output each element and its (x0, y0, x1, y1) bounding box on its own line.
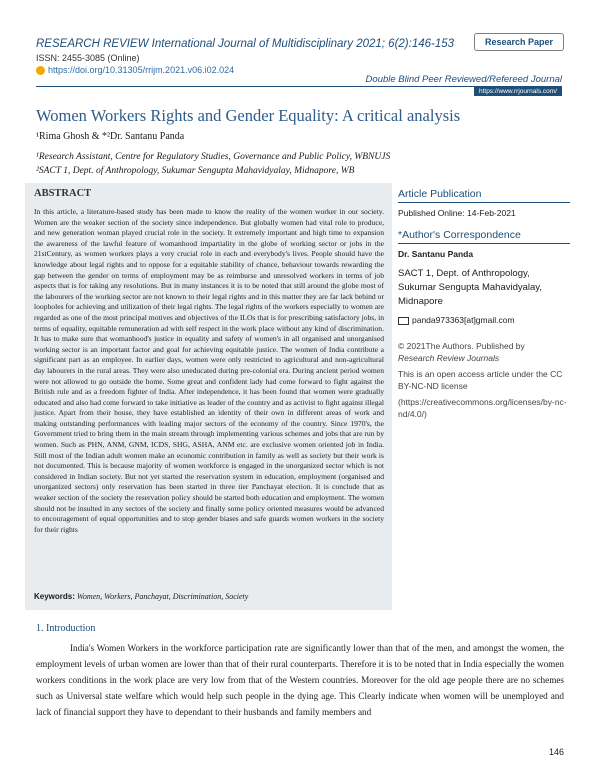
keywords (34, 592, 248, 601)
license-url[interactable]: (https://creativecommons.org/licenses/by-nc-nd/4.0/) (398, 397, 567, 419)
doi-row (36, 65, 234, 75)
copyright-block (398, 340, 568, 420)
published-online: Published Online: 14-Feb-2021 (398, 208, 516, 218)
email[interactable]: panda973363[at]gmail.com (412, 315, 515, 325)
email-row (398, 315, 568, 325)
open-access-icon (36, 66, 45, 75)
research-paper-badge: Research Paper (474, 33, 564, 51)
keywords-list: Women, Workers, Panchayat, Discrimination, Society (76, 592, 249, 601)
page-number: 146 (548, 747, 564, 757)
journal-title: RESEARCH REVIEW International Journal of Multidisciplinary 2021; 6(2):146-153 (36, 38, 455, 50)
article-title: Women Workers Rights and Gender Equality: A critical analysis (36, 106, 461, 125)
website-link[interactable]: https://www.rrjournals.com/ (474, 87, 562, 96)
affiliation-2: ²SACT 1, Dept. of Anthropology, Sukumar Sengupta Mahavidyalay, Midnapore, WB (36, 166, 355, 176)
license-text: This is an open access article under the CC BY-NC-ND license (398, 369, 563, 391)
abstract-text: In this article, a literature-based study has been made to know the reality of the women worker in our society. Women are the weaker section of the society since independence. But globally women had vital role to produce, and new generation woman played crucial role in the society. It extremely important and high time to expansion the awareness of the lawful feature of womanhood impartiality in the globe of working sector or jobs in the 21stCentury, as women workers plays a very crucial role in each and everybody's lives. People should have the knowledge about legal rights and to oppose for a equitable stability of chance, behaviour towards rewarding the gap between the gender on terms of employment may be as reimburse and unresolved workers in terms of job aspects that is for taking any resolutions. But in many instances it is to be noted that still around the globe most of the labourers of the working sector are not known to their legal rights and in this matter they are far lack behind or loopholes for achieving and utilization of their legal rights. The legal rights of the workers especially to women are regarded as one of the most principal motives and objectives of the ILOs that is for prescribing satisfactory jobs, in terms of equality, equitable remuneration ad with self respect in the work place without any kind of discrimination. It has to make sure that womanhood's justice in equality and safety of women's in all organised and unorganised working sector is an important factor and goal for achieving equitable justice. The women of India contribute a significant part as an employee. In earlier days, women were only restricted to agricultural and non-agricultural day labourers in the rural areas. They were also uneducated during pre-colonial era. During ancient period women were not allowed to go outside the home. Some great and confident lady had come forward to fight against the British rule and as a freedom fighter of India. After independence, it has been found that women were gradually educated and also had come forward to take initiative as leader of the country and as activist to fight against illegal justice. Apart from their house, they have established an identity of their own in different areas of work and making outstanding performances with leading major sectors of the economy of the country. Since 1970's, the Government tried to bring them in the main stream through implementing various schemes and jobs that are run by women. Such as PHN, ANM, GNM, ICDS, SHG, ASHA, ANM etc. are exclusive women oriented job in India. Still most of the Indian adult women make an economic contribution in family as well as society but their work is not documented. This is because majority of women workforce is engaged in the unorganized sector which is not considered in Indian society. But not yet started the reservation system in education, employment (organised and unorganized sectors) only reservation has been started in three tier Panchayat election. It is conclude that as weaker section of the society the reservation policy should be started both education and employment. The women should not be insulted in any sectors of the society and finally some policy oriented measures would be advanced to encouragement of equal opportunities and to stop gender biases and safe guards women workers in the society for their rights (34, 207, 384, 534)
doi-link[interactable]: https://doi.org/10.31305/rrijm.2021.v06.i02.024 (48, 65, 235, 75)
abstract-heading: ABSTRACT (34, 188, 92, 199)
issn: ISSN: 2455-3085 (Online) (36, 53, 140, 63)
introduction-text: India's Women Workers in the workforce participation rate are significantly lower than that of the men, and amongst the women, the employment levels of urban women are lower than that of their rural counterparts. Therefore it is to be noted that in India especially the women workers conditions in the work place are very low from that of the Western countries. Moreover for the old age people there are no schemes such as Universal state welfare which would help such people in the dying age. This Clearly indicate when women will be unemployed and lack of financial support they have to dependant to their husbands and family members and (36, 643, 564, 717)
authors: ¹Rima Ghosh & *²Dr. Santanu Panda (36, 131, 185, 142)
mail-icon (398, 317, 409, 325)
affiliation-1: ¹Research Assistant, Centre for Regulatory Studies, Governance and Public Policy, WBNUJS (36, 152, 391, 162)
publisher-name: Research Review Journals (398, 353, 500, 363)
header-rule (36, 86, 562, 96)
peer-review-label: Double Blind Peer Reviewed/Refereed Journal (365, 74, 562, 85)
sidebar-rule (398, 202, 570, 203)
introduction-heading: 1. Introduction (36, 623, 96, 634)
keywords-label: Keywords: (34, 592, 75, 601)
copyright-line: © 2021The Authors. Published by (398, 341, 525, 351)
correspondence-affiliation: SACT 1, Dept. of Anthropology, Sukumar Sengupta Mahavidyalay, Midnapore (398, 268, 542, 307)
correspondence-name: Dr. Santanu Panda (398, 249, 474, 259)
correspondence-heading: *Author's Correspondence (398, 229, 521, 241)
publication-heading: Article Publication (398, 188, 482, 200)
sidebar-rule-2 (398, 243, 570, 244)
